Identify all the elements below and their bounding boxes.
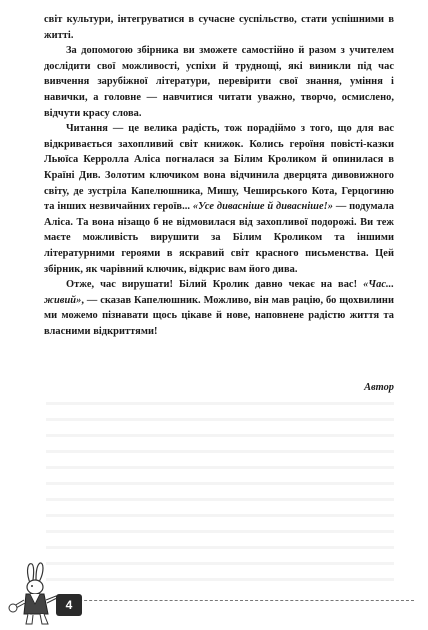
bleed-through-text xyxy=(46,402,394,602)
body-text xyxy=(44,12,394,339)
paragraph-journey xyxy=(44,277,394,339)
alice-quote: «Усе дивасніше й дивасніше!» xyxy=(192,201,334,213)
paragraph-reading-joy xyxy=(44,121,394,277)
paragraph-continuation: світ культури, інтегруватися в сучасне суспільство, стати успішними в житті. xyxy=(44,14,394,41)
paragraph-reading-joy-end: — подумала Аліса. Та вона нізащо б не відмовилася від захопливої подорожі. Ви теж маєте можливість вирушити за Білим Кроликом та іншими літературними героями в яскравий світ красного письменства. Цей збірник, як чарівний ключик, відкрис вам його дива. xyxy=(44,201,394,275)
paragraph-journey-text: Отже, час вирушати! Білий Кролик давно чекає на вас! xyxy=(66,279,358,291)
author-signature: Автор xyxy=(364,382,394,393)
paragraph-journey-end: , — сказав Капелюшник. Можливо, він мав рацію, бо щохвилини ми можемо пізнавати щось цікаве й нове, наповнене радістю життя та власними відкриттями! xyxy=(44,294,394,337)
footer-dashed-line xyxy=(64,600,414,601)
page-number: 4 xyxy=(56,594,82,616)
paragraph-reading-joy-text: Читання — це велика радість, тож порадіймо з того, що для вас відкривається захопливий світ книжок. Колись героїня повісті-казки Льюїса Керролла Аліса погналася за Білим Кроликом й опинилася в Країні Див. Золотим ключиком вона відчинила дверцята дивовижного світу, де зустріла Капелюшника, Мишу, Чеширського Кота, Герцогиню та інших незвичайних героїв... xyxy=(44,123,394,213)
hatter-quote: «Час... живий» xyxy=(44,279,394,306)
white-rabbit-illustration xyxy=(6,560,66,626)
paragraph-collection-purpose: За допомогою збірника ви зможете самостійно й разом з учителем дослідити свої можливості, успіхи й труднощі, які виникли під час вивчення зарубіжної літератури, перевірити свої знання, уміння і навички, а головне — навчитися читати уважно, творчо, осмислено, відчути красу слова. xyxy=(44,45,394,119)
